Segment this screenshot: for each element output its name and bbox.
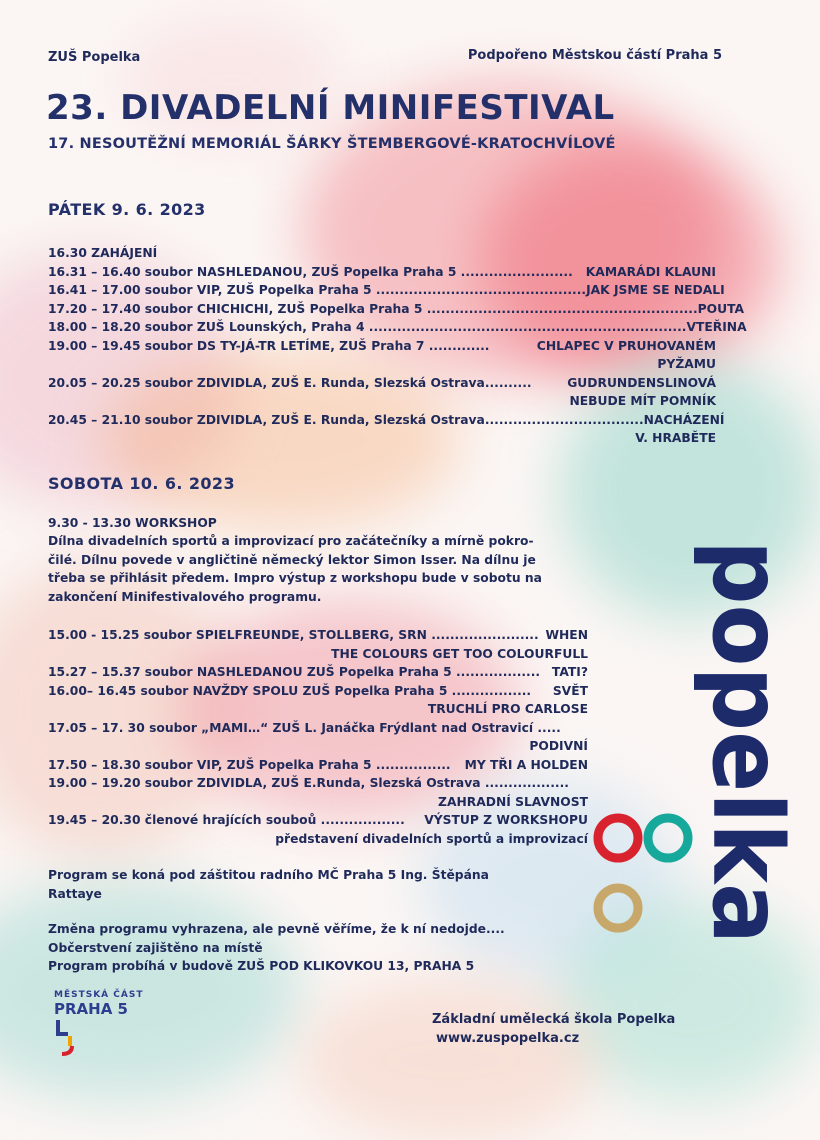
- schedule-play-title: SVĚT: [552, 683, 588, 698]
- popelka-brand-logo: [596, 532, 803, 971]
- school-label: ZUŠ Popelka: [48, 50, 141, 65]
- schedule-time-ensemble: 19.00 – 19.45 soubor DS TY-JÁ-TR LETÍME, ZUŠ Praha 7 .............: [48, 338, 490, 353]
- saturday-heading: SOBOTA 10. 6. 2023: [48, 474, 235, 493]
- friday-heading: PÁTEK 9. 6. 2023: [48, 200, 206, 219]
- schedule-row: [48, 318, 747, 337]
- patronage-line: Rattaye: [48, 886, 102, 901]
- schedule-play-title: NEBUDE MÍT POMNÍK: [569, 394, 716, 408]
- schedule-row: [48, 645, 588, 664]
- patronage-line: Program se koná pod záštitou radního MČ Praha 5 Ing. Štěpána: [48, 868, 489, 882]
- page-subtitle: 17. NESOUTĚŽNÍ MEMORIÁL ŠÁRKY ŠTEMBERGOVÉ-KRATOCHVÍLOVÉ: [48, 136, 616, 152]
- schedule-row: [48, 374, 716, 393]
- schedule-play-title: NACHÁZENÍ: [643, 412, 725, 427]
- schedule-row: [48, 719, 588, 738]
- schedule-time-ensemble: 16.41 – 17.00 soubor VIP, ZUŠ Popelka Praha 5 .............................................: [48, 283, 587, 297]
- schedule-time-ensemble: 15.27 – 15.37 soubor NASHLEDANOU ZUŠ Popelka Praha 5 ..................: [48, 665, 541, 679]
- schedule-play-title: KAMARÁDI KLAUNI: [585, 264, 716, 279]
- schedule-row: [48, 337, 716, 356]
- svg-text:popelka: popelka: [691, 540, 803, 971]
- schedule-row: [48, 281, 725, 300]
- schedule-row: [48, 830, 588, 849]
- schedule-play-title: představení divadelních sportů a improvizací: [275, 831, 588, 846]
- schedule-row: [48, 355, 716, 374]
- workshop-title: 9.30 - 13.30 WORKSHOP: [48, 516, 217, 530]
- praha5-mark-icon: [54, 1018, 84, 1058]
- info-note: [48, 920, 588, 976]
- schedule-time-ensemble: 16.00– 16.45 soubor NAVŽDY SPOLU ZUŠ Popelka Praha 5 .................: [48, 683, 532, 698]
- schedule-play-title: PYŽAMU: [657, 357, 716, 371]
- schedule-play-title: GUDRUNDENSLINOVÁ: [567, 375, 716, 390]
- praha5-logo-small: MĚSTSKÁ ČÁST: [54, 990, 144, 1000]
- schedule-time-ensemble: 19.45 – 20.30 členové hrajících souboů ..................: [48, 813, 405, 827]
- praha5-logo: [54, 990, 143, 1062]
- schedule-play-title: PODIVNÍ: [529, 739, 588, 753]
- schedule-row: [48, 737, 588, 756]
- schedule-row: [48, 793, 588, 812]
- schedule-time-ensemble: 16.30 ZAHÁJENÍ: [48, 246, 158, 260]
- schedule-play-title: THE COLOURS GET TOO COLOURFULL: [331, 646, 588, 661]
- friday-schedule: [48, 244, 747, 448]
- schedule-time-ensemble: 17.20 – 17.40 soubor CHICHICHI, ZUŠ Popelka Praha 5 ..........................................................: [48, 301, 698, 316]
- schedule-row: [48, 682, 588, 701]
- schedule-row: [48, 700, 588, 719]
- workshop-text-line: čilé. Dílnu povede v angličtině německý lektor Simon Isser. Na dílnu je: [48, 552, 536, 567]
- schedule-row: [48, 263, 716, 282]
- schedule-time-ensemble: 20.05 – 20.25 soubor ZDIVIDLA, ZUŠ E. Runda, Slezská Ostrava..........: [48, 375, 532, 390]
- schedule-row: [48, 774, 588, 793]
- workshop-text-line: zakončení Minifestivalového programu.: [48, 589, 322, 604]
- schedule-play-title: ZAHRADNÍ SLAVNOST: [438, 794, 588, 809]
- schedule-row: [48, 300, 745, 319]
- popelka-wordmark-icon: [596, 532, 803, 971]
- workshop-text-line: třeba se přihlásit předem. Impro výstup z workshopu bude v sobotu na: [48, 571, 542, 585]
- schedule-play-title: JAK JSME SE NEDALI: [586, 283, 725, 297]
- schedule-row: [48, 756, 588, 775]
- sponsor-label: Podpořeno Městskou částí Praha 5: [467, 48, 722, 63]
- schedule-play-title: CHLAPEC V PRUHOVANÉM: [536, 338, 716, 353]
- school-website-link[interactable]: www.zuspopelka.cz: [436, 1031, 580, 1046]
- schedule-play-title: TRUCHLÍ PRO CARLOSE: [427, 702, 588, 716]
- schedule-row: [48, 811, 588, 830]
- page-title: 23. DIVADELNÍ MINIFESTIVAL: [46, 88, 615, 128]
- schedule-play-title: WHEN: [545, 628, 588, 642]
- schedule-time-ensemble: 17.50 – 18.30 soubor VIP, ZUŠ Popelka Praha 5 ................: [48, 757, 451, 772]
- patronage-note: [48, 866, 588, 903]
- info-line: Občerstvení zajištěno na místě: [48, 940, 263, 955]
- schedule-play-title: POUTA: [697, 301, 745, 316]
- schedule-time-ensemble: 15.00 - 15.25 soubor SPIELFREUNDE, STOLLBERG, SRN .......................: [48, 628, 539, 642]
- schedule-row: [48, 392, 716, 411]
- schedule-row: [48, 663, 588, 682]
- praha5-logo-big: PRAHA 5: [54, 1000, 128, 1018]
- schedule-play-title: V. HRABĚTE: [635, 431, 716, 445]
- schedule-row: [48, 411, 725, 430]
- schedule-time-ensemble: 17.05 – 17. 30 soubor „MAMI…“ ZUŠ L. Janáčka Frýdlant nad Ostravicí .....: [48, 720, 561, 735]
- schedule-row: [48, 244, 716, 263]
- school-fullname: Základní umělecká škola Popelka: [432, 1012, 676, 1027]
- schedule-time-ensemble: 18.00 – 18.20 soubor ZUŠ Lounských, Praha 4 ....................................................................: [48, 320, 687, 334]
- workshop-description: [48, 532, 593, 606]
- schedule-play-title: VTEŘINA: [686, 320, 747, 334]
- schedule-row: [48, 429, 716, 448]
- schedule-time-ensemble: 19.00 – 19.20 soubor ZDIVIDLA, ZUŠ E.Runda, Slezská Ostrava ..................: [48, 776, 569, 790]
- info-line: Změna programu vyhrazena, ale pevně věříme, že k ní nedojde....: [48, 922, 505, 936]
- schedule-time-ensemble: 20.45 – 21.10 soubor ZDIVIDLA, ZUŠ E. Runda, Slezská Ostrava..................................: [48, 412, 644, 427]
- info-line: Program probíhá v budově ZUŠ POD KLIKOVKOU 13, PRAHA 5: [48, 959, 475, 973]
- schedule-time-ensemble: 16.31 – 16.40 soubor NASHLEDANOU, ZUŠ Popelka Praha 5 ........................: [48, 264, 573, 279]
- schedule-row: [48, 626, 588, 645]
- schedule-play-title: MY TŘI A HOLDEN: [464, 757, 588, 772]
- schedule-play-title: TATI?: [551, 665, 588, 679]
- saturday-schedule: [48, 626, 588, 848]
- workshop-text-line: Dílna divadelních sportů a improvizací pro začátečníky a mírně pokro-: [48, 534, 534, 548]
- schedule-play-title: VÝSTUP Z WORKSHOPU: [424, 813, 588, 827]
